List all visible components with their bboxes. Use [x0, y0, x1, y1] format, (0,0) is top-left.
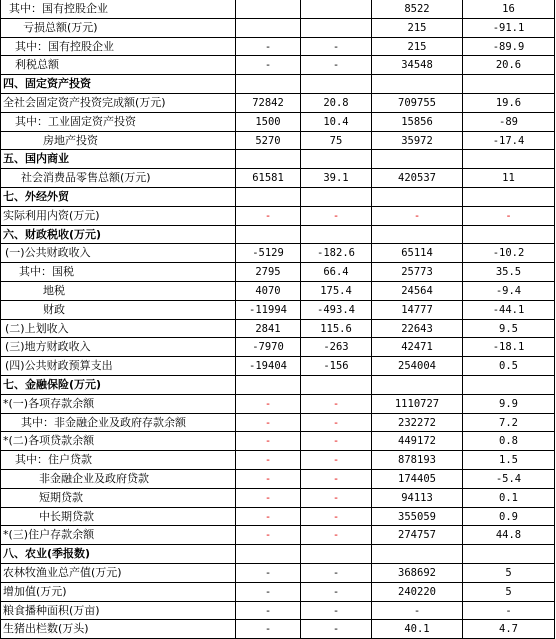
cell-c2: - [301, 508, 372, 527]
row-label: 四、固定资产投资 [0, 75, 236, 94]
row-label: 五、国内商业 [0, 150, 236, 169]
cell-c3: 40.1 [372, 620, 463, 639]
cell-c2: 115.6 [301, 320, 372, 339]
cell-c4: -10.2 [463, 244, 555, 263]
table-row [0, 376, 556, 395]
cell-c1: 5270 [236, 132, 301, 151]
cell-c4: -9.4 [463, 282, 555, 301]
cell-c4: -18.1 [463, 338, 555, 357]
cell-c2: - [301, 583, 372, 602]
cell-c1 [236, 376, 301, 395]
cell-c3: 34548 [372, 56, 463, 75]
cell-c3: 215 [372, 19, 463, 38]
cell-c3: 215 [372, 38, 463, 57]
row-label: 全社会固定资产投资完成额(万元) [0, 94, 236, 113]
cell-c4: 9.9 [463, 395, 555, 414]
cell-c4: 0.5 [463, 357, 555, 376]
cell-c1: - [236, 508, 301, 527]
cell-c4: -89.9 [463, 38, 555, 57]
cell-c3: 240220 [372, 583, 463, 602]
cell-c3: 420537 [372, 169, 463, 188]
cell-c4: 20.6 [463, 56, 555, 75]
cell-c2 [301, 19, 372, 38]
cell-c2: - [301, 395, 372, 414]
table-row [0, 226, 556, 245]
cell-c3 [372, 545, 463, 564]
cell-c1: -7970 [236, 338, 301, 357]
cell-c1 [236, 0, 301, 19]
row-label: 其中：非金融企业及政府存款余额 [0, 414, 236, 433]
cell-c2 [301, 75, 372, 94]
cell-c4 [463, 376, 555, 395]
cell-c4: 1.5 [463, 451, 555, 470]
cell-c3: 65114 [372, 244, 463, 263]
row-label: 农林牧渔业总产值(万元) [0, 564, 236, 583]
table-row [0, 188, 556, 207]
cell-c3: 24564 [372, 282, 463, 301]
cell-c4: 19.6 [463, 94, 555, 113]
cell-c1: - [236, 564, 301, 583]
cell-c3: 368692 [372, 564, 463, 583]
table-row [0, 132, 556, 151]
row-label: 财政 [0, 301, 236, 320]
row-label: 其中：国有控股企业 [0, 38, 236, 57]
row-label: *(三)住户存款余额 [0, 526, 236, 545]
row-label: 利税总额 [0, 56, 236, 75]
table-row [0, 169, 556, 188]
row-label: 八、农业(季报数) [0, 545, 236, 564]
cell-c3: 709755 [372, 94, 463, 113]
cell-c1: 72842 [236, 94, 301, 113]
row-label: 粮食播种面积(万亩) [0, 602, 236, 621]
cell-c3: 274757 [372, 526, 463, 545]
cell-c1: -5129 [236, 244, 301, 263]
row-label: (三)地方财政收入 [0, 338, 236, 357]
cell-c1: - [236, 602, 301, 621]
cell-c3: 174405 [372, 470, 463, 489]
cell-c3: 42471 [372, 338, 463, 357]
cell-c1: - [236, 470, 301, 489]
cell-c1: - [236, 395, 301, 414]
cell-c4: -17.4 [463, 132, 555, 151]
cell-c4: -5.4 [463, 470, 555, 489]
table-row [0, 414, 556, 433]
cell-c3: 35972 [372, 132, 463, 151]
cell-c2: - [301, 56, 372, 75]
cell-c4: 11 [463, 169, 555, 188]
table-row [0, 19, 556, 38]
cell-c2 [301, 188, 372, 207]
cell-c2 [301, 0, 372, 19]
cell-c3: - [372, 207, 463, 226]
cell-c3: 232272 [372, 414, 463, 433]
cell-c1 [236, 19, 301, 38]
table-row [0, 150, 556, 169]
row-label: (二)上划收入 [0, 320, 236, 339]
cell-c4: - [463, 207, 555, 226]
cell-c1: - [236, 451, 301, 470]
cell-c3: 14777 [372, 301, 463, 320]
row-label: 中长期贷款 [0, 508, 236, 527]
cell-c1: 2795 [236, 263, 301, 282]
cell-c3 [372, 75, 463, 94]
cell-c4: 5 [463, 583, 555, 602]
cell-c3: - [372, 602, 463, 621]
cell-c2: - [301, 207, 372, 226]
cell-c2: 10.4 [301, 113, 372, 132]
table-row [0, 395, 556, 414]
cell-c4: 0.9 [463, 508, 555, 527]
table-row [0, 282, 556, 301]
cell-c4 [463, 226, 555, 245]
row-label: 其中：住户贷款 [0, 451, 236, 470]
cell-c2: - [301, 620, 372, 639]
table-row [0, 357, 556, 376]
cell-c2: - [301, 602, 372, 621]
cell-c3: 355059 [372, 508, 463, 527]
cell-c2: -263 [301, 338, 372, 357]
cell-c2: - [301, 470, 372, 489]
table-row [0, 564, 556, 583]
cell-c3: 25773 [372, 263, 463, 282]
table-row [0, 207, 556, 226]
cell-c4: 7.2 [463, 414, 555, 433]
cell-c4: 4.7 [463, 620, 555, 639]
table-row [0, 489, 556, 508]
table-row [0, 620, 556, 639]
cell-c4 [463, 75, 555, 94]
cell-c1: - [236, 620, 301, 639]
table-row [0, 301, 556, 320]
cell-c3: 878193 [372, 451, 463, 470]
row-label: 七、外经外贸 [0, 188, 236, 207]
cell-c2: - [301, 451, 372, 470]
table-row [0, 451, 556, 470]
cell-c1: -19404 [236, 357, 301, 376]
row-label: 短期贷款 [0, 489, 236, 508]
cell-c4: -91.1 [463, 19, 555, 38]
cell-c4: 0.8 [463, 432, 555, 451]
cell-c4: 16 [463, 0, 555, 19]
cell-c1: - [236, 432, 301, 451]
cell-c2 [301, 545, 372, 564]
cell-c4: - [463, 602, 555, 621]
row-label: 七、金融保险(万元) [0, 376, 236, 395]
row-label: 地税 [0, 282, 236, 301]
cell-c4: 35.5 [463, 263, 555, 282]
cell-c2: - [301, 414, 372, 433]
table-row [0, 526, 556, 545]
row-label: *(二)各项贷款余额 [0, 432, 236, 451]
cell-c2: - [301, 432, 372, 451]
cell-c2: - [301, 489, 372, 508]
cell-c1 [236, 75, 301, 94]
cell-c2: -182.6 [301, 244, 372, 263]
cell-c4: -89 [463, 113, 555, 132]
cell-c2: 66.4 [301, 263, 372, 282]
row-label: 其中：国有控股企业 [0, 0, 236, 19]
table-row [0, 545, 556, 564]
row-label: 增加值(万元) [0, 583, 236, 602]
row-label: 六、财政税收(万元) [0, 226, 236, 245]
row-label: 实际利用内资(万元) [0, 207, 236, 226]
table-row [0, 244, 556, 263]
table-row [0, 432, 556, 451]
table-row [0, 113, 556, 132]
cell-c2: 175.4 [301, 282, 372, 301]
cell-c1 [236, 545, 301, 564]
row-label: 生猪出栏数(万头) [0, 620, 236, 639]
cell-c1: -11994 [236, 301, 301, 320]
cell-c1: 61581 [236, 169, 301, 188]
cell-c4: 9.5 [463, 320, 555, 339]
cell-c4 [463, 150, 555, 169]
cell-c1: 1500 [236, 113, 301, 132]
cell-c4: 44.8 [463, 526, 555, 545]
row-label: 非金融企业及政府贷款 [0, 470, 236, 489]
cell-c1: 4070 [236, 282, 301, 301]
table-row [0, 56, 556, 75]
row-label: 亏损总额(万元) [0, 19, 236, 38]
cell-c2: 20.8 [301, 94, 372, 113]
cell-c3 [372, 150, 463, 169]
table-row [0, 0, 556, 19]
table-row [0, 320, 556, 339]
cell-c1: - [236, 526, 301, 545]
cell-c3: 449172 [372, 432, 463, 451]
table-row [0, 75, 556, 94]
row-label: 其中：工业固定资产投资 [0, 113, 236, 132]
table-row [0, 338, 556, 357]
cell-c4 [463, 188, 555, 207]
cell-c3: 1110727 [372, 395, 463, 414]
row-label: (四)公共财政预算支出 [0, 357, 236, 376]
table-row [0, 263, 556, 282]
cell-c3: 8522 [372, 0, 463, 19]
row-label: 社会消费品零售总额(万元) [0, 169, 236, 188]
cell-c2: - [301, 564, 372, 583]
table-row [0, 470, 556, 489]
cell-c1: 2841 [236, 320, 301, 339]
cell-c2: - [301, 38, 372, 57]
cell-c2: 75 [301, 132, 372, 151]
cell-c1 [236, 188, 301, 207]
cell-c3 [372, 376, 463, 395]
cell-c3: 94113 [372, 489, 463, 508]
row-label: 其中：国税 [0, 263, 236, 282]
row-label: (一)公共财政收入 [0, 244, 236, 263]
table-row [0, 94, 556, 113]
cell-c3: 254004 [372, 357, 463, 376]
cell-c2: -156 [301, 357, 372, 376]
cell-c1 [236, 226, 301, 245]
cell-c2 [301, 150, 372, 169]
cell-c2: - [301, 526, 372, 545]
cell-c2: -493.4 [301, 301, 372, 320]
cell-c3: 22643 [372, 320, 463, 339]
row-label: 房地产投资 [0, 132, 236, 151]
row-label: *(一)各项存款余额 [0, 395, 236, 414]
cell-c4: 0.1 [463, 489, 555, 508]
cell-c1: - [236, 207, 301, 226]
cell-c2: 39.1 [301, 169, 372, 188]
table-row [0, 38, 556, 57]
table-row [0, 508, 556, 527]
cell-c1: - [236, 38, 301, 57]
cell-c4: 5 [463, 564, 555, 583]
table-row [0, 583, 556, 602]
cell-c4: -44.1 [463, 301, 555, 320]
cell-c1: - [236, 583, 301, 602]
cell-c3: 15856 [372, 113, 463, 132]
cell-c1 [236, 150, 301, 169]
cell-c2 [301, 376, 372, 395]
cell-c3 [372, 188, 463, 207]
cell-c3 [372, 226, 463, 245]
cell-c1: - [236, 56, 301, 75]
cell-c1: - [236, 489, 301, 508]
cell-c1: - [236, 414, 301, 433]
cell-c2 [301, 226, 372, 245]
cell-c4 [463, 545, 555, 564]
table-row [0, 602, 556, 621]
